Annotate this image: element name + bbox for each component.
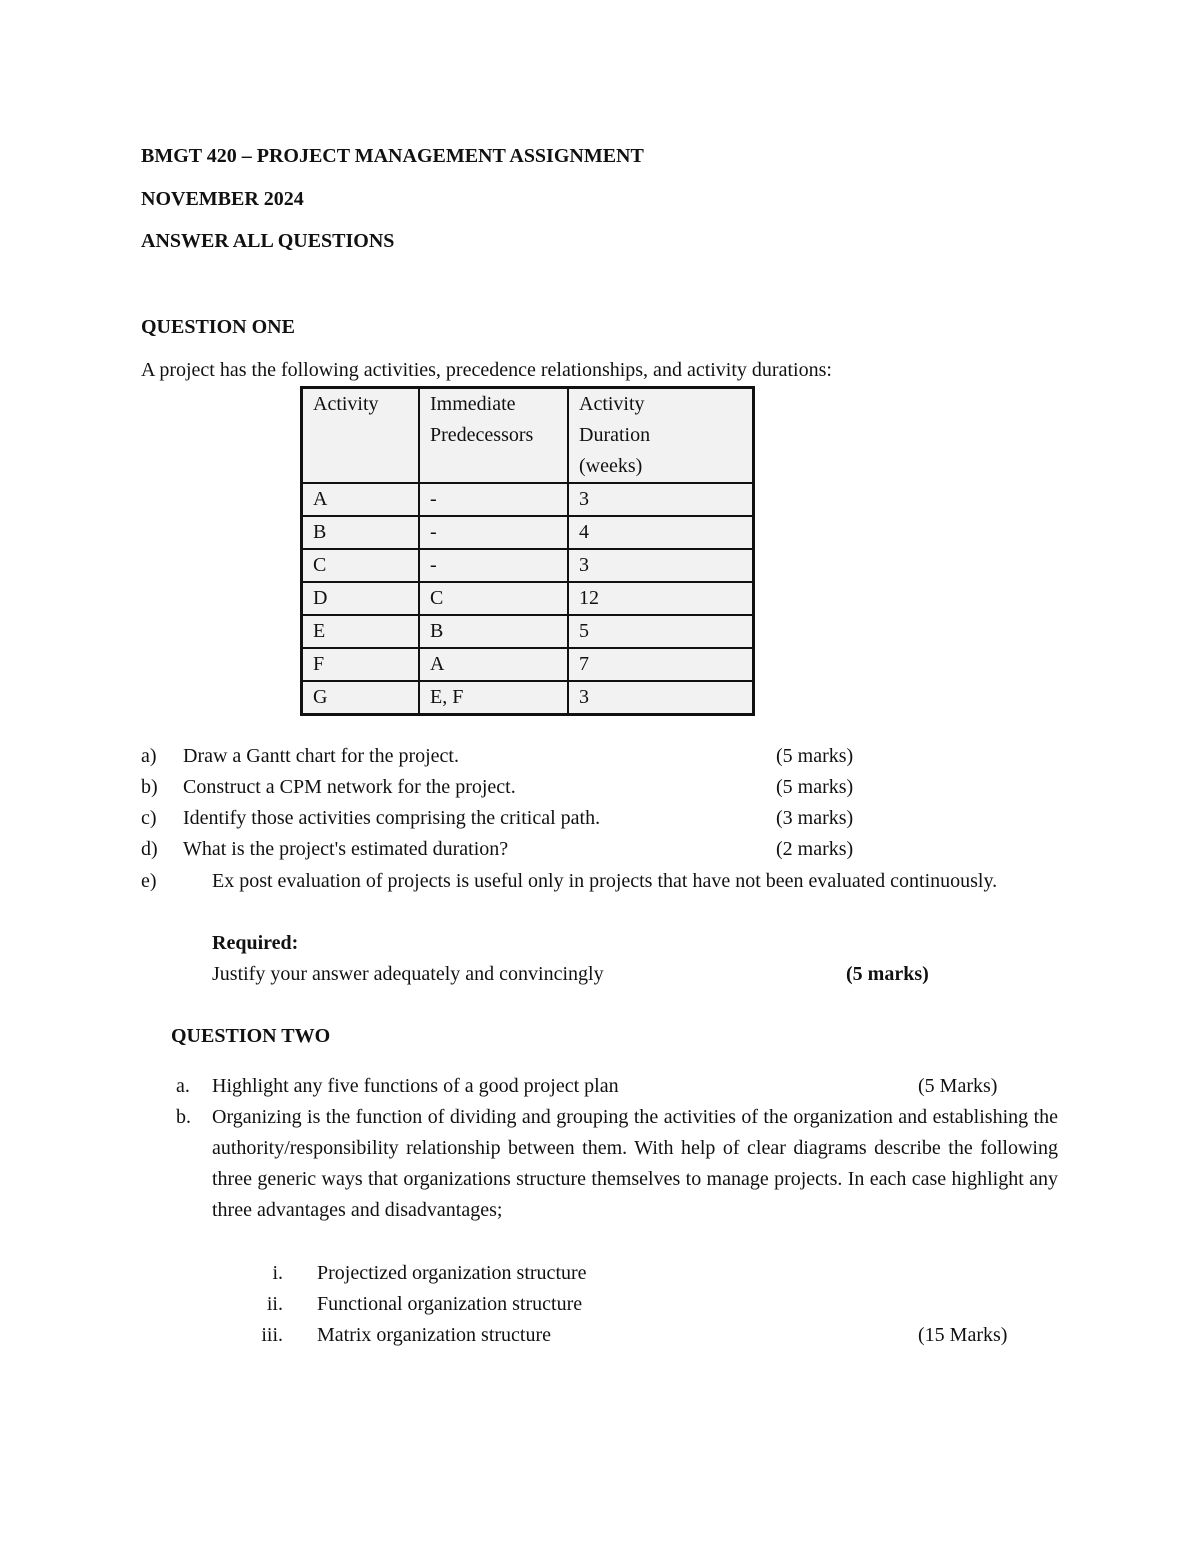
list-text: Functional organization structure <box>317 1293 583 1315</box>
cell-predecessors: - <box>419 549 568 582</box>
cell-activity: E <box>302 615 420 648</box>
list-text: Matrix organization structure <box>317 1324 552 1346</box>
cell-duration: 5 <box>568 615 754 648</box>
table-row <box>302 648 754 681</box>
cell-activity: F <box>302 648 420 681</box>
header-duration <box>568 388 754 484</box>
part-marks: (5 Marks) <box>918 1075 998 1097</box>
part-e-text: Ex post evaluation of projects is useful only in projects that have not been evaluated continuously. <box>212 870 998 892</box>
required-text: Justify your answer adequately and convincingly <box>212 963 604 985</box>
part-marks: (5 marks) <box>776 745 854 767</box>
part-marks: (3 marks) <box>776 807 854 829</box>
part-letter: a. <box>176 1075 190 1097</box>
document-title: BMGT 420 – PROJECT MANAGEMENT ASSIGNMENT <box>141 145 644 167</box>
part-marks: (5 marks) <box>776 776 854 798</box>
cell-predecessors: C <box>419 582 568 615</box>
part-text: Construct a CPM network for the project. <box>183 776 516 798</box>
cell-duration: 12 <box>568 582 754 615</box>
cell-activity: A <box>302 483 420 516</box>
header-duration-text: Activity Duration (weeks) <box>579 393 651 477</box>
cell-duration: 4 <box>568 516 754 549</box>
cell-predecessors: - <box>419 516 568 549</box>
part-letter: b. <box>176 1106 191 1128</box>
part-marks: (15 Marks) <box>918 1324 1008 1346</box>
document-instruction: ANSWER ALL QUESTIONS <box>141 230 395 252</box>
part-text: What is the project's estimated duration? <box>183 838 509 860</box>
cell-predecessors: B <box>419 615 568 648</box>
question-two-heading: QUESTION TWO <box>171 1025 331 1047</box>
cell-activity: G <box>302 681 420 715</box>
part-letter: c) <box>141 807 157 829</box>
cell-duration: 7 <box>568 648 754 681</box>
part-marks: (2 marks) <box>776 838 854 860</box>
required-label: Required: <box>212 932 299 954</box>
cell-predecessors: E, F <box>419 681 568 715</box>
cell-duration: 3 <box>568 483 754 516</box>
table-row <box>302 549 754 582</box>
list-numeral: iii. <box>261 1324 283 1346</box>
cell-activity: D <box>302 582 420 615</box>
cell-predecessors: A <box>419 648 568 681</box>
header-activity: Activity <box>302 388 420 484</box>
list-numeral: ii. <box>266 1293 283 1315</box>
list-text: Projectized organization structure <box>317 1262 587 1284</box>
activity-table <box>300 386 755 716</box>
table-row <box>302 483 754 516</box>
cell-duration: 3 <box>568 681 754 715</box>
table-row <box>302 615 754 648</box>
cell-activity: C <box>302 549 420 582</box>
table-header-row <box>302 388 754 484</box>
part-text: Organizing is the function of dividing and grouping the activities of the organization and establishing the authority/responsibility relationship between them. With help of clear diagrams describe the following three generic ways that organizations structure themselves to manage projects. In each case highlight any three advantages and disadvantages; <box>212 1106 1058 1221</box>
header-predecessors-text: Immediate Predecessors <box>430 393 534 446</box>
cell-predecessors: - <box>419 483 568 516</box>
part-letter: d) <box>141 838 158 860</box>
question-one-heading: QUESTION ONE <box>141 316 295 338</box>
part-text: Draw a Gantt chart for the project. <box>183 745 459 767</box>
table-row <box>302 516 754 549</box>
table-row <box>302 681 754 715</box>
document-date: NOVEMBER 2024 <box>141 188 304 210</box>
part-letter: e) <box>141 870 157 892</box>
cell-duration: 3 <box>568 549 754 582</box>
part-text: Identify those activities comprising the critical path. <box>183 807 601 829</box>
part-letter: b) <box>141 776 158 798</box>
question-one-intro: A project has the following activities, precedence relationships, and activity durations: <box>141 359 832 381</box>
list-numeral: i. <box>272 1262 283 1284</box>
part-letter: a) <box>141 745 157 767</box>
table-row <box>302 582 754 615</box>
header-predecessors <box>419 388 568 484</box>
cell-activity: B <box>302 516 420 549</box>
part-text: Highlight any five functions of a good project plan <box>212 1075 619 1097</box>
part-e-marks: (5 marks) <box>846 963 929 985</box>
